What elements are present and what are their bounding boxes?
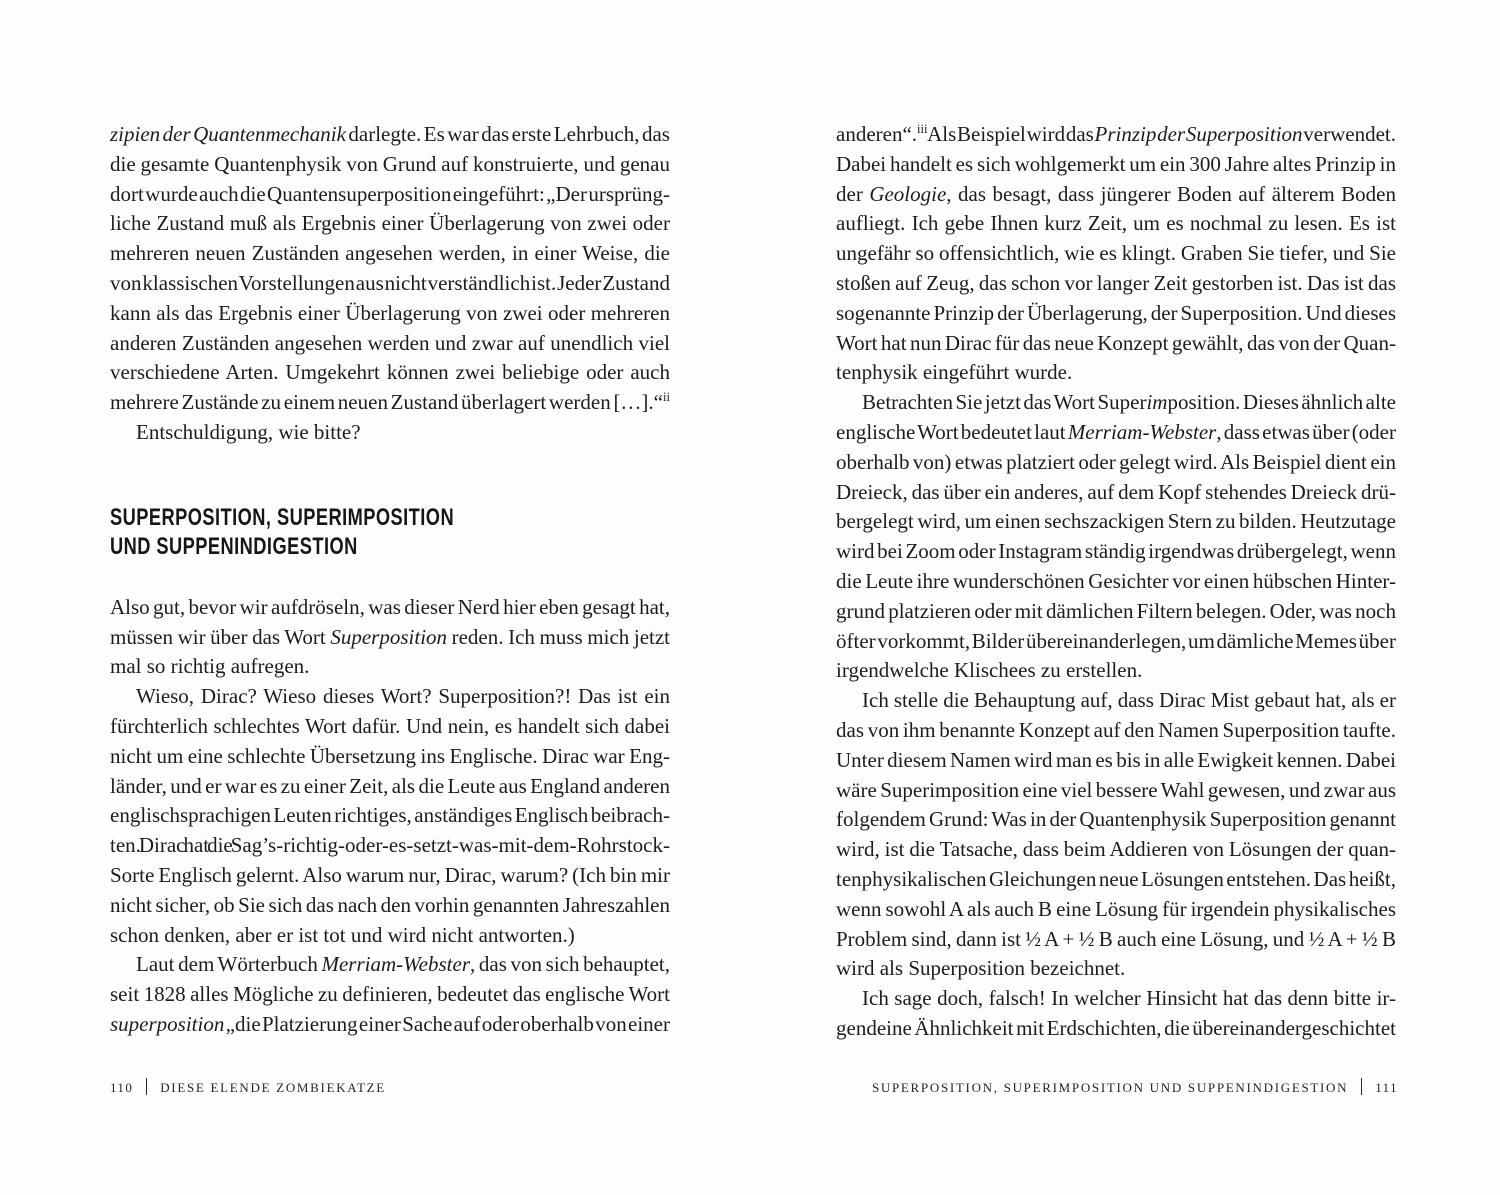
text-line: Wort hat nun Dirac für das neue Konzept gewählt, das von der Quan- xyxy=(836,330,1396,355)
paragraph xyxy=(836,686,1396,984)
text-line: englische Wort bedeutet laut Merriam-Webster, dass etwas über (oder xyxy=(836,419,1396,444)
text-line: nicht um eine schlechte Übersetzung ins Englische. Dirac war Eng- xyxy=(110,743,670,768)
text-line: ten. Dirac hat die Sag’s-richtig-oder-es-setzt-was-mit-dem-Rohrstock- xyxy=(110,833,670,858)
left-page-footer xyxy=(110,1078,386,1098)
text-line: Problem sind, dann ist ½ A + ½ B auch eine Lösung, und ½ A + ½ B xyxy=(836,926,1396,951)
text-line: mal so richtig aufregen. xyxy=(110,654,310,679)
paragraph xyxy=(110,682,670,950)
text-line: wird bei Zoom oder Instagram ständig irgendwas drübergelegt, wenn xyxy=(836,539,1396,564)
section-heading-line: SUPERPOSITION, SUPERIMPOSITION xyxy=(110,503,455,531)
running-title-right: SUPERPOSITION, SUPERIMPOSITION UND SUPPENINDIGESTION xyxy=(871,1080,1349,1095)
left-text-column xyxy=(110,120,670,1040)
paragraph xyxy=(836,984,1396,1044)
page-number-right: 111 xyxy=(1375,1080,1398,1095)
text-line: irgendwelche Klischees zu erstellen. xyxy=(836,658,1143,683)
text-line: Dreieck, das über ein anderes, auf dem Kopf stehendes Dreieck drü- xyxy=(836,479,1396,504)
text-line: der Geologie, das besagt, dass jüngerer Boden auf älterem Boden xyxy=(836,181,1396,206)
text-line: zipien der Quantenmechanik darlegte. Es war das erste Lehrbuch, das xyxy=(110,122,670,146)
paragraph xyxy=(110,950,670,1039)
text-line: Wieso, Dirac? Wieso dieses Wort? Superposition?! Das ist ein xyxy=(136,684,670,709)
section-heading-line: UND SUPPENINDIGESTION xyxy=(110,532,358,560)
text-line: mehrere Zustände zu einem neuen Zustand überlagert werden […].“$^{ii}$ xyxy=(110,390,670,415)
text-line: wenn sowohl A als auch B eine Lösung für irgendein physikalisches xyxy=(836,896,1396,921)
text-line: die Leute ihre wunderschönen Gesichter vor einen hübschen Hinter- xyxy=(836,568,1396,593)
text-line: Ich stelle die Behauptung auf, dass Dirac Mist gebaut hat, als er xyxy=(862,688,1396,713)
paragraph xyxy=(110,120,670,418)
text-line: das von ihm benannte Konzept auf den Namen Superposition taufte. xyxy=(836,717,1396,742)
paragraph xyxy=(836,120,1396,388)
text-line: mehreren neuen Zuständen angesehen werden, in einer Weise, die xyxy=(110,241,670,266)
text-line: wird, ist die Tatsache, dass beim Addieren von Lösungen der quan- xyxy=(836,837,1397,862)
text-line: liche Zustand muß als Ergebnis einer Überlagerung von zwei oder xyxy=(110,211,670,236)
footer-divider-left xyxy=(146,1078,147,1095)
text-line: die gesamte Quantenphysik von Grund auf konstruierte, und genau xyxy=(110,151,670,176)
text-line: oberhalb von) etwas platziert oder gelegt wird. Als Beispiel dient ein xyxy=(836,449,1397,474)
text-line: wäre Superimposition eine viel bessere Wahl gewesen, und zwar aus xyxy=(836,777,1396,802)
text-line: tenphysik eingeführt wurde. xyxy=(836,360,1073,385)
page-number-left: 110 xyxy=(110,1080,134,1095)
text-line: anderen“.$^{iii}$ Als Beispiel wird das Prinzip der Superposition verwendet. xyxy=(836,122,1396,146)
text-line: sogenannte Prinzip der Überlagerung, der Superposition. Und dieses xyxy=(836,300,1396,325)
text-line: gendeine Ähnlichkeit mit Erdschichten, die übereinandergeschichtet xyxy=(836,1015,1396,1040)
text-line: länder, und er war es zu einer Zeit, als die Leute aus England anderen xyxy=(110,773,670,798)
text-line: ungefähr so offensichtlich, wie es klingt. Graben Sie tiefer, und Sie xyxy=(836,241,1396,266)
text-line: schon denken, aber er ist tot und wird nicht antworten.) xyxy=(110,922,575,947)
text-line: aufliegt. Ich gebe Ihnen kurz Zeit, um es nochmal zu lesen. Es ist xyxy=(836,211,1396,236)
text-line: Unter diesem Namen wird man es bis in alle Ewigkeit kennen. Dabei xyxy=(836,747,1396,772)
text-line: Ich sage doch, falsch! In welcher Hinsicht hat das denn bitte ir- xyxy=(862,986,1396,1011)
text-line: Dabei handelt es sich wohlgemerkt um ein 300 Jahre altes Prinzip in xyxy=(836,151,1396,176)
text-line: Sorte Englisch gelernt. Also warum nur, Dirac, warum? (Ich bin mir xyxy=(110,862,670,887)
text-line: superposition „die Platzierung einer Sache auf oder oberhalb von einer xyxy=(110,1011,670,1036)
text-line: dort wurde auch die Quantensuperposition eingeführt: „Der ursprüng- xyxy=(110,181,670,206)
running-title-left: DIESE ELENDE ZOMBIEKATZE xyxy=(160,1080,386,1095)
right-page-footer xyxy=(872,1078,1398,1098)
paragraph xyxy=(110,593,670,682)
text-line: kann als das Ergebnis einer Überlagerung von zwei oder mehreren xyxy=(110,300,670,325)
text-line: wird als Superposition bezeichnet. xyxy=(836,956,1126,981)
text-line: seit 1828 alles Mögliche zu definieren, bedeutet das englische Wort xyxy=(110,982,670,1007)
text-line: Also gut, bevor wir aufdröseln, was dieser Nerd hier eben gesagt hat, xyxy=(110,594,670,619)
text-line: nicht sicher, ob Sie sich das nach den vorhin genannten Jahreszahlen xyxy=(110,892,670,917)
text-line: verschiedene Arten. Umgekehrt können zwei beliebige oder auch xyxy=(110,360,670,385)
right-text-column xyxy=(836,120,1396,1044)
text-line: fürchterlich schlechtes Wort dafür. Und nein, es handelt sich dabei xyxy=(110,713,671,738)
text-line: tenphysikalischen Gleichungen neue Lösungen entstehen. Das heißt, xyxy=(836,866,1396,891)
text-line: stoßen auf Zeug, das schon vor langer Zeit gestorben ist. Das ist das xyxy=(836,270,1396,295)
paragraph xyxy=(836,388,1396,686)
text-line: anderen Zuständen angesehen werden und zwar auf unendlich viel xyxy=(110,330,670,355)
text-line: Laut dem Wörterbuch Merriam-Webster, das von sich behauptet, xyxy=(136,952,670,977)
text-line: grund platzieren oder mit dämlichen Filtern belegen. Oder, was noch xyxy=(836,598,1397,623)
text-line: englischsprachigen Leuten richtiges, anständiges Englisch beibrach- xyxy=(110,803,670,828)
text-line: bergelegt wird, um einen sechszackigen Stern zu bilden. Heutzutage xyxy=(836,509,1396,534)
footer-divider-right xyxy=(1361,1078,1362,1095)
text-line: müssen wir über das Wort Superposition reden. Ich muss mich jetzt xyxy=(110,624,671,649)
text-line: öfter vorkommt, Bilder übereinanderlegen, um dämliche Memes über xyxy=(836,628,1396,653)
text-line: von klassischen Vorstellungen aus nicht verständlich ist. Jeder Zustand xyxy=(110,270,670,295)
paragraph xyxy=(110,418,670,448)
text-line: Betrachten Sie jetzt das Wort Superimposition. Dieses ähnlich alte xyxy=(862,390,1396,415)
text-line: folgendem Grund: Was in der Quantenphysik Superposition genannt xyxy=(836,807,1396,832)
section-heading xyxy=(110,503,670,561)
text-line: Entschuldigung, wie bitte? xyxy=(136,419,361,444)
